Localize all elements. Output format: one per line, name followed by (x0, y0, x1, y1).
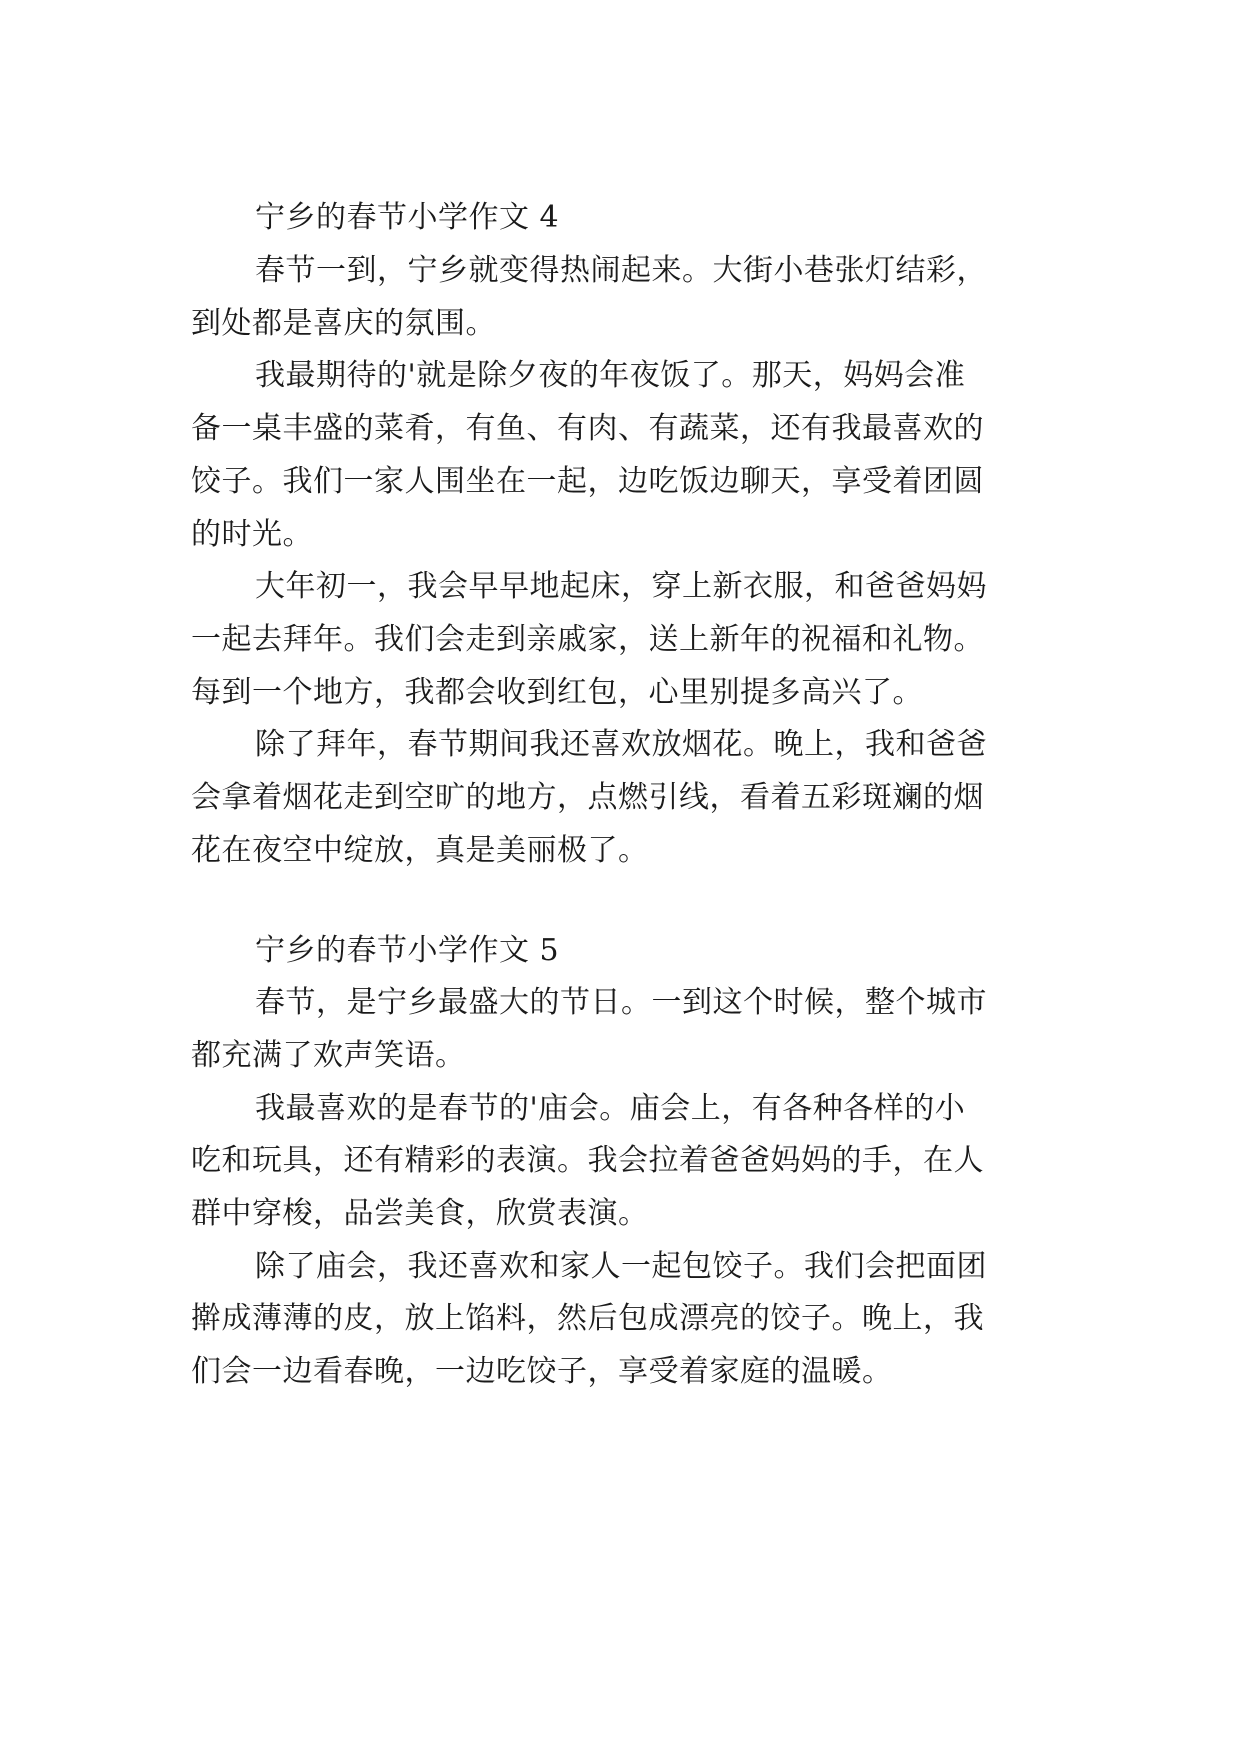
paragraph-line: 吃和玩具，还有精彩的表演。我会拉着爸爸妈妈的手，在人 (191, 1143, 984, 1178)
paragraph-line: 除了拜年，春节期间我还喜欢放烟花。晚上，我和爸爸 (255, 727, 987, 762)
paragraph-line: 擀成薄薄的皮，放上馅料，然后包成漂亮的饺子。晚上，我 (191, 1301, 984, 1336)
paragraph-line: 除了庙会，我还喜欢和家人一起包饺子。我们会把面团 (255, 1249, 987, 1284)
section-title: 宁乡的春节小学作文 5 (255, 933, 560, 968)
paragraph-line: 们会一边看春晚，一边吃饺子，享受着家庭的温暖。 (191, 1354, 893, 1389)
paragraph-line: 春节，是宁乡最盛大的节日。一到这个时候，整个城市 (255, 985, 987, 1020)
paragraph-line: 都充满了欢声笑语。 (191, 1038, 466, 1073)
paragraph-line: 我最喜欢的是春节的'庙会。庙会上，有各种各样的小 (255, 1091, 966, 1126)
paragraph-line: 会拿着烟花走到空旷的地方，点燃引线，看着五彩斑斓的烟 (191, 780, 984, 815)
section-title: 宁乡的春节小学作文 4 (255, 200, 560, 235)
paragraph-line: 一起去拜年。我们会走到亲戚家，送上新年的祝福和礼物。 (191, 622, 984, 657)
paragraph-line: 群中穿梭，品尝美食，欣赏表演。 (191, 1196, 649, 1231)
paragraph-line: 备一桌丰盛的菜肴，有鱼、有肉、有蔬菜，还有我最喜欢的 (191, 411, 984, 446)
paragraph-line: 花在夜空中绽放，真是美丽极了。 (191, 833, 649, 868)
paragraph-line: 的时光。 (191, 517, 313, 552)
paragraph-line: 到处都是喜庆的氛围。 (191, 306, 496, 341)
paragraph-line: 春节一到，宁乡就变得热闹起来。大街小巷张灯结彩， (255, 253, 987, 288)
paragraph-line: 每到一个地方，我都会收到红包，心里别提多高兴了。 (191, 675, 923, 710)
paragraph-line: 我最期待的'就是除夕夜的年夜饭了。那天，妈妈会准 (255, 358, 966, 393)
paragraph-line: 大年初一，我会早早地起床，穿上新衣服，和爸爸妈妈 (255, 569, 987, 604)
paragraph-line: 饺子。我们一家人围坐在一起，边吃饭边聊天，享受着团圆 (191, 464, 984, 499)
